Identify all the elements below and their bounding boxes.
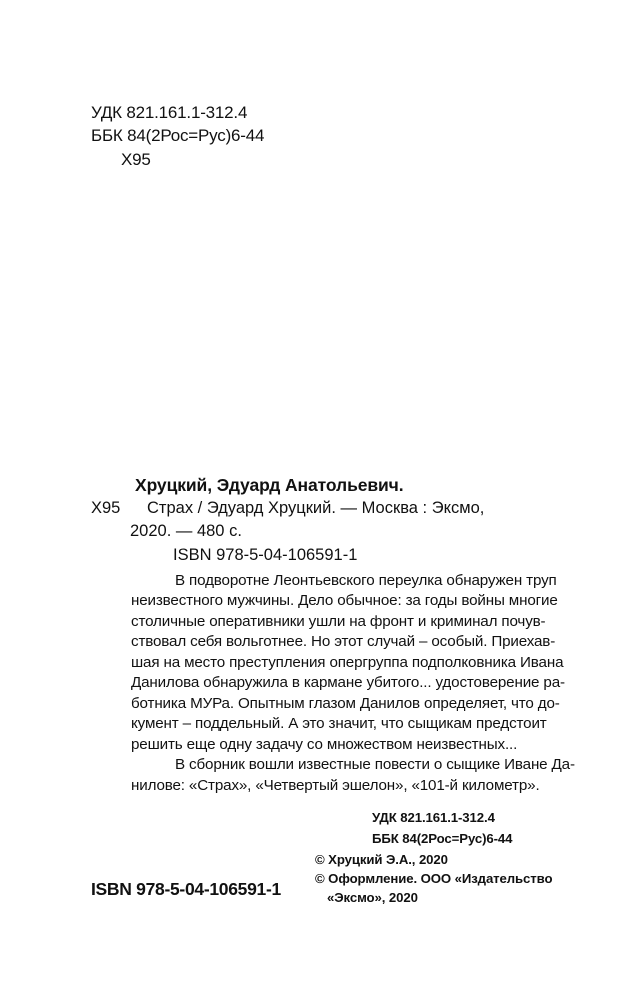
author-heading: Хруцкий, Эдуард Анатольевич. [135, 475, 404, 495]
isbn: ISBN 978-5-04-106591-1 [91, 879, 281, 899]
annotation-line: В сборник вошли известные повести о сыщике Иване Да- [175, 756, 575, 773]
copyright-publisher: «Эксмо», 2020 [327, 890, 418, 905]
annotation-line: ботника МУРа. Опытным глазом Данилов определяет, что до- [131, 695, 560, 712]
annotation-line: нилове: «Страх», «Четвертый эшелон», «101-й километр». [131, 777, 540, 794]
copyright-design: © Оформление. ООО «Издательство [315, 871, 553, 886]
description-line: Страх / Эдуард Хруцкий. — Москва : Эксмо, [147, 499, 485, 517]
bbk-code: ББК 84(2Рос=Рус)6-44 [91, 126, 265, 145]
annotation-line: ствовал себя вольготнее. Но этот случай – особый. Приехав- [131, 633, 556, 650]
annotation-line: неизвестного мужчины. Дело обычное: за годы войны многие [131, 592, 558, 609]
annotation-line: шая на место преступления опергруппа подполковника Ивана [131, 654, 564, 671]
udk-code: УДК 821.161.1-312.4 [372, 810, 495, 825]
description-line: 2020. — 480 с. [130, 522, 242, 540]
annotation-line: решить еще одну задачу со множеством неизвестных... [131, 736, 518, 753]
annotation-line: Данилова обнаружила в кармане убитого... удостоверение ра- [131, 674, 565, 691]
copyright-author: © Хруцкий Э.А., 2020 [315, 852, 448, 867]
entry-isbn: ISBN 978-5-04-106591-1 [173, 546, 358, 564]
author-sign: Х95 [121, 150, 151, 169]
udk-code: УДК 821.161.1-312.4 [91, 103, 248, 122]
annotation-line: В подворотне Леонтьевского переулка обнаружен труп [175, 572, 557, 589]
bbk-code: ББК 84(2Рос=Рус)6-44 [372, 831, 513, 846]
annotation-line: кумент – поддельный. А это значит, что сыщикам предстоит [131, 715, 547, 732]
entry-author-sign: Х95 [91, 499, 121, 517]
annotation-line: столичные оперативники ушли на фронт и криминал почув- [131, 613, 546, 630]
